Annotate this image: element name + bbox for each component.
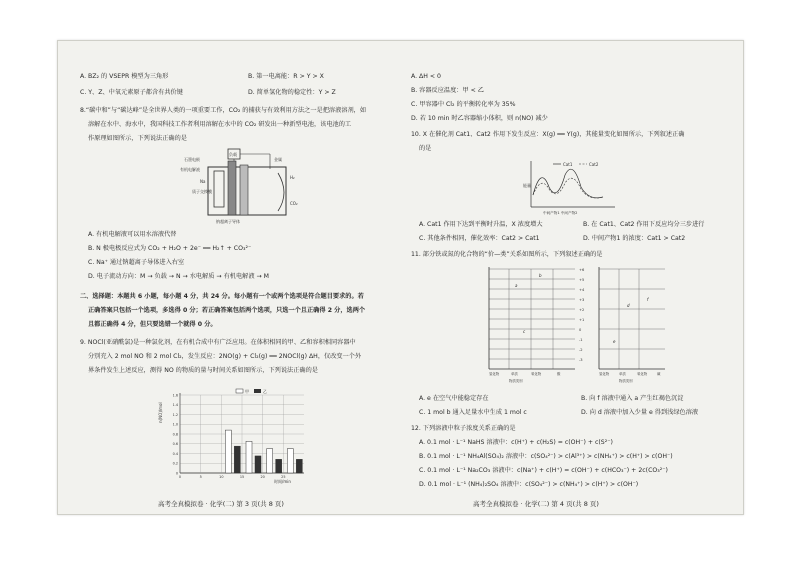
q10-xlabel: 中间产物1 中间产物2 [543,211,578,215]
q9-stem-line3: 界条件发生上述反应，测得 NO 的物质的量与时间关系如图所示，下列说法正确的是 [88,367,318,374]
q9-option-d: D. 若 10 min 时乙容器缩小体积，则 n(NO) 减少 [411,115,548,122]
q9-ytick-label: 0.4 [172,451,178,456]
q7-option-a: A. BZ₂ 的 VSEPR 模型为三角形 [80,73,169,80]
fig-label-graphite: 石墨电极 [184,157,200,162]
q10-legend-cat2: Cat2 [589,162,599,167]
q11-ytick-1: +5 [579,278,585,282]
q12-stem: 12. 下列溶液中粒子浓度关系正确的是 [411,425,516,432]
q9-ytick-label: 0 [175,471,178,476]
q12-option-d: D. 0.1 mol · L⁻¹ (NH₄)₂SO₄ 溶液中：c(SO₄²⁻) > c(NH₄⁺) > c(H⁺) > c(OH⁻) [419,481,639,488]
q11-ytick-5: +1 [579,318,585,322]
section2-line2: 正确答案只包括一个选项，多选得 0 分；若正确答案包括两个选项，只选一个且正确得 2 分，选两个 [88,307,366,314]
legend-label-jia: 甲 [245,389,249,394]
fig-label-metal: 金属 [274,157,282,162]
q7-option-b: B. 第一电离能：R > Y > X [248,73,324,80]
legend-label-yi: 乙 [263,389,267,394]
q9-xtick-label: 15 [239,475,245,479]
q8-option-a: A. 有机电解液可以用水溶液代替 [88,231,177,238]
q9-xlabel: 时间/min [274,479,291,484]
q11-option-b: B. 向 f 溶液中通入 a 产生红褐色沉淀 [581,395,684,402]
q8-stem-line2: 溶解在水中、海水中，我国科技工作者利用溶解在水中的 CO₂ 研发出一种新型电池，该电池的工 [88,121,352,128]
q9-ytick-label: 1.0 [172,422,178,427]
q10-option-b: B. 在 Cat1、Cat2 作用下反应均分三步进行 [583,221,705,228]
q9-ytick-label: 0.2 [172,461,178,466]
q11-point-b: b [539,273,542,278]
q11-left-x-3: 酸 [557,372,561,376]
fig-label-co2: CO₂ [290,201,298,206]
left-column [58,41,398,514]
q10-stem-line1: 10. X 在催化剂 Cat1、Cat2 作用下发生反应：X(g) ══ Y(g)，其能量变化如图所示，下列叙述正确 [411,131,685,138]
q11-ytick-3: +3 [579,298,585,302]
q11-option-c: C. 1 mol b 通入足量水中生成 1 mol c [419,409,527,416]
q11-ytick-2: +4 [579,288,585,292]
q9-option-c: C. 甲容器中 Cl₂ 的平衡转化率为 35% [411,101,516,108]
q9-bar-jia-10 [225,430,231,473]
q8-stem-line1: 8.“碳中和”与“碳达峰”是全世界人类的一项重要工作，CO₂ 的捕获与有效利用方法之一是把溶液溶剂，如 [80,107,367,114]
fig-label-load: 负载 [229,152,237,157]
q9-bar-jia-25 [287,449,293,473]
q9-xtick-label: 10 [219,475,224,479]
scanned-exam-page [57,40,744,515]
legend-swatch-jia [236,389,243,393]
q7-option-c: C. Y、Z、中氧元素原子都含有共价键 [80,89,183,96]
q9-ytick-label: 0.6 [172,442,178,447]
q9-bar-yi-20 [276,459,282,473]
q11-left-x-0: 氢化物 [489,372,500,376]
q12-option-a: A. 0.1 mol · L⁻¹ NaHS 溶液中：c(H⁺) + c(H₂S) = c(OH⁻) + c(S²⁻) [419,439,613,446]
q8-option-d: D. 电子流动方向：M → 负载 → N → 水电解质 → 有机电解液 → M [88,273,269,280]
q12-option-b: B. 0.1 mol · L⁻¹ NH₄Al(SO₄)₂ 溶液中：c(SO₄²⁻) > c(Al³⁺) > c(NH₄⁺) > c(H⁺) > c(OH⁻) [419,453,673,460]
q10-option-c: C. 其他条件相同，催化效率：Cat2 > Cat1 [419,235,540,242]
q10-option-d: D. 中间产物1 的浓度：Cat1 > Cat2 [583,235,686,242]
q11-left-x-2: 氧化物 [531,372,542,376]
q9-option-a: A. ΔH < 0 [411,73,441,80]
q11-ytick-0: +6 [579,268,585,272]
q8-option-b: B. N 极电极反应式为 CO₂ + H₂O + 2e⁻ ══ H₂↑ + CO₃²⁻ [88,245,252,252]
q9-ytick-label: 1.4 [172,403,178,408]
q11-point-d: d [627,303,630,308]
q11-ytick-6: 0 [579,328,582,332]
fig-label-conductor: 钠超离子导体 [216,219,240,224]
q11-point-c: c [523,329,526,334]
q11-point-f: f [647,297,649,302]
q8-option-c: C. Na⁺ 通过钠超离子导体进入右室 [88,259,185,266]
q10-stem-line2: 的是 [419,145,432,152]
q9-xtick-label: 20 [260,475,265,479]
q9-bar-chart [158,381,314,485]
q10-ylabel: 能量 [523,183,531,188]
q9-ytick-label: 1.2 [172,412,178,417]
q11-left-xtitle: 物质类别 [509,379,523,383]
cat1-curve [533,169,603,198]
battery-diagram [178,149,318,225]
q11-option-a: A. e 在空气中能稳定存在 [419,395,489,402]
q9-bar-yi-15 [255,456,261,473]
q8-stem-line3: 作原理如图所示，下列说法正确的是 [88,135,187,142]
fig-label-electrolyte: 有机电解液 [180,167,200,172]
q9-xtick-label: 5 [199,475,202,479]
fig-label-membrane: 质子交换膜 [192,189,212,194]
q10-energy-diagram [523,157,619,217]
q9-xtick-label: 0 [178,475,182,479]
q11-stem: 11. 部分铁或氮的化合物的“价—类”关系如图所示，下列叙述正确的是 [411,251,603,258]
q11-point-e: e [613,339,616,344]
q9-stem-line2: 分别充入 2 mol NO 和 2 mol Cl₂，发生反应：2NO(g) + Cl₂(g) ══ 2NOCl(g) ΔH，仅改变一个外 [88,353,362,360]
q9-xtick-label: 25 [281,475,286,479]
right-column [403,41,743,514]
q9-ytick-label: 1.6 [172,393,178,398]
section2-line3: 且都正确得 4 分，但只要选错一个就得 0 分。 [88,321,217,328]
q10-legend-cat1: Cat1 [563,162,573,167]
q9-legend [236,388,267,394]
q9-stem-line1: 9. NOCl(亚硝酰氯)是一种氯化剂，在有机合成中有广泛应用。在体积相同的甲、乙和容积相同容器中 [80,339,356,346]
q11-ytick-9: -3 [579,358,583,362]
q11-right-x-1: 单质 [619,372,626,376]
q11-option-d: D. 向 d 溶液中加入少量 e 得到浅绿色溶液 [581,409,699,416]
q11-left-x-1: 单质 [511,372,518,376]
q9-bar-jia-20 [267,449,273,473]
cat2-curve [533,178,603,198]
q9-bar-jia-15 [246,441,252,473]
q11-ytick-4: +2 [579,308,585,312]
q9-bar-yi-25 [296,459,302,473]
q11-right-x-2: 氧化物 [637,372,648,376]
q11-ytick-8: -2 [579,348,583,352]
q7-option-d: D. 简单氢化物的稳定性：Y > Z [248,89,336,96]
q9-option-b: B. 容器反应温度：甲 < 乙 [411,87,484,94]
left-page-footer: 高考全真模拟卷 · 化学(二) 第 3 页(共 8 页) [158,500,284,508]
q11-point-a: a [515,283,518,288]
q11-right-xtitle: 物质类别 [619,379,633,383]
q11-valence-diagram [479,263,675,387]
section2-line1: 二、选择题：本题共 6 小题，每小题 4 分，共 24 分。每小题有一个或两个选项是符合题目要求的。若 [80,293,364,300]
q11-ytick-7: -1 [579,338,583,342]
q11-right-x-3: 碱 [657,372,661,376]
fig-label-h2: H₂ [290,175,295,180]
q10-option-a: A. Cat1 作用下达到平衡时升温，X 浓度增大 [419,221,543,228]
fig-label-na: Na [200,179,206,184]
q9-ytick-label: 0.8 [172,432,178,437]
legend-swatch-yi [254,389,261,393]
q9-ylabel: n(NO)/mol [158,402,163,423]
q12-option-c: C. 0.1 mol · L⁻¹ Na₂CO₃ 溶液中：c(Na⁺) + c(H⁺) = c(OH⁻) + c(HCO₃⁻) + 2c(CO₃²⁻) [419,467,668,474]
q9-bar-yi-10 [234,446,240,473]
right-page-footer: 高考全真模拟卷 · 化学(二) 第 4 页(共 8 页) [473,500,599,508]
q11-right-x-0: 氢化物 [599,372,610,376]
